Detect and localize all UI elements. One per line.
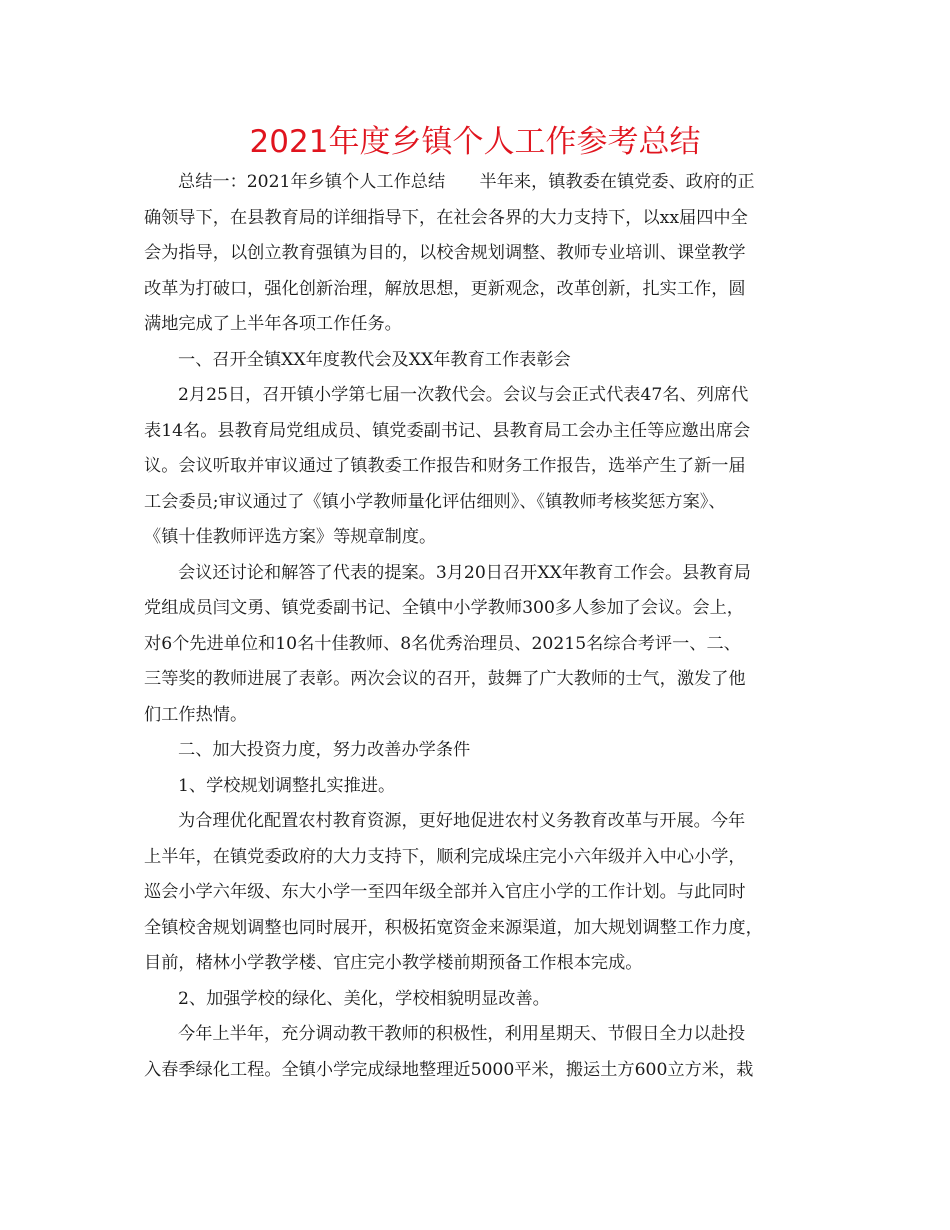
paragraph-line: 为合理优化配置农村教育资源，更好地促进农村义务教育改革与开展。今年: [178, 811, 746, 831]
paragraph-line: 《镇十佳教师评选方案》等规章制度。: [144, 527, 437, 547]
subsection-heading: 1、学校规划调整扎实推进。: [178, 775, 396, 796]
paragraph-line: 上半年，在镇党委政府的大力支持下，顺利完成垛庄完小六年级并入中心小学，: [144, 846, 746, 867]
paragraph-line: 会为指导，以创立教育强镇为目的，以校舍规划调整、教师专业培训、课堂教学: [144, 243, 746, 263]
subsection-heading: 2、加强学校的绿化、美化，学校相貌明显改善。: [178, 988, 550, 1009]
paragraph-line: 三等奖的教师进展了表彰。两次会议的召开，鼓舞了广大教师的士气，激发了他: [144, 669, 746, 689]
paragraph-line: 满地完成了上半年各项工作任务。: [144, 314, 402, 334]
paragraph-line: 巡会小学六年级、东大小学一至四年级全部并入官庄小学的工作计划。与此同时: [144, 882, 746, 902]
document-body: [144, 165, 808, 1088]
paragraph-line: 全镇校舍规划调整也同时展开，积极拓宽资金来源渠道，加大规划调整工作力度，: [144, 917, 763, 938]
section-heading: 二、加大投资力度，努力改善办学条件: [178, 740, 471, 760]
paragraph-line: 对6个先进单位和10名十佳教师、8名优秀治理员、20215名综合考评一、二、: [144, 633, 741, 654]
section-heading: 一、召开全镇XX年度教代会及XX年教育工作表彰会: [178, 349, 571, 370]
paragraph-line: 目前，楮林小学教学楼、官庄完小教学楼前期预备工作根本完成。: [144, 953, 643, 973]
paragraph-line: 改革为打破口，强化创新治理，解放思想，更新观念，改革创新，扎实工作，圆: [144, 278, 746, 299]
paragraph-line: 入春季绿化工程。全镇小学完成绿地整理近5000平米，搬运土方600立方米，栽: [144, 1059, 754, 1080]
paragraph-line: 今年上半年，充分调动教干教师的积极性，利用星期天、节假日全力以赴投: [178, 1024, 746, 1044]
paragraph-line: 议。会议听取并审议通过了镇教委工作报告和财务工作报告，选举产生了新一届: [144, 456, 746, 476]
paragraph-line: 表14名。县教育局党组成员、镇党委副书记、县教育局工会办主任等应邀出席会: [144, 420, 751, 441]
paragraph-line: 总结一：2021年乡镇个人工作总结 半年来，镇教委在镇党委、政府的正: [178, 172, 755, 192]
paragraph-line: 会议还讨论和解答了代表的提案。3月20日召开XX年教育工作会。县教育局: [178, 562, 751, 583]
paragraph-line: 2月25日，召开镇小学第七届一次教代会。会议与会正式代表47名、列席代: [178, 385, 749, 405]
paragraph-line: 工会委员;审议通过了《镇小学教师量化评估细则》、《镇教师考核奖惩方案》、: [144, 491, 726, 512]
paragraph-line: 党组成员闫文勇、镇党委副书记、全镇中小学教师300多人参加了会议。会上，: [144, 598, 744, 618]
paragraph-line: 确领导下，在县教育局的详细指导下，在社会各界的大力支持下，以xx届四中全: [144, 207, 748, 228]
paragraph-line: 们工作热情。: [144, 704, 248, 725]
document-title: 2021年度乡镇个人工作参考总结: [249, 124, 701, 160]
